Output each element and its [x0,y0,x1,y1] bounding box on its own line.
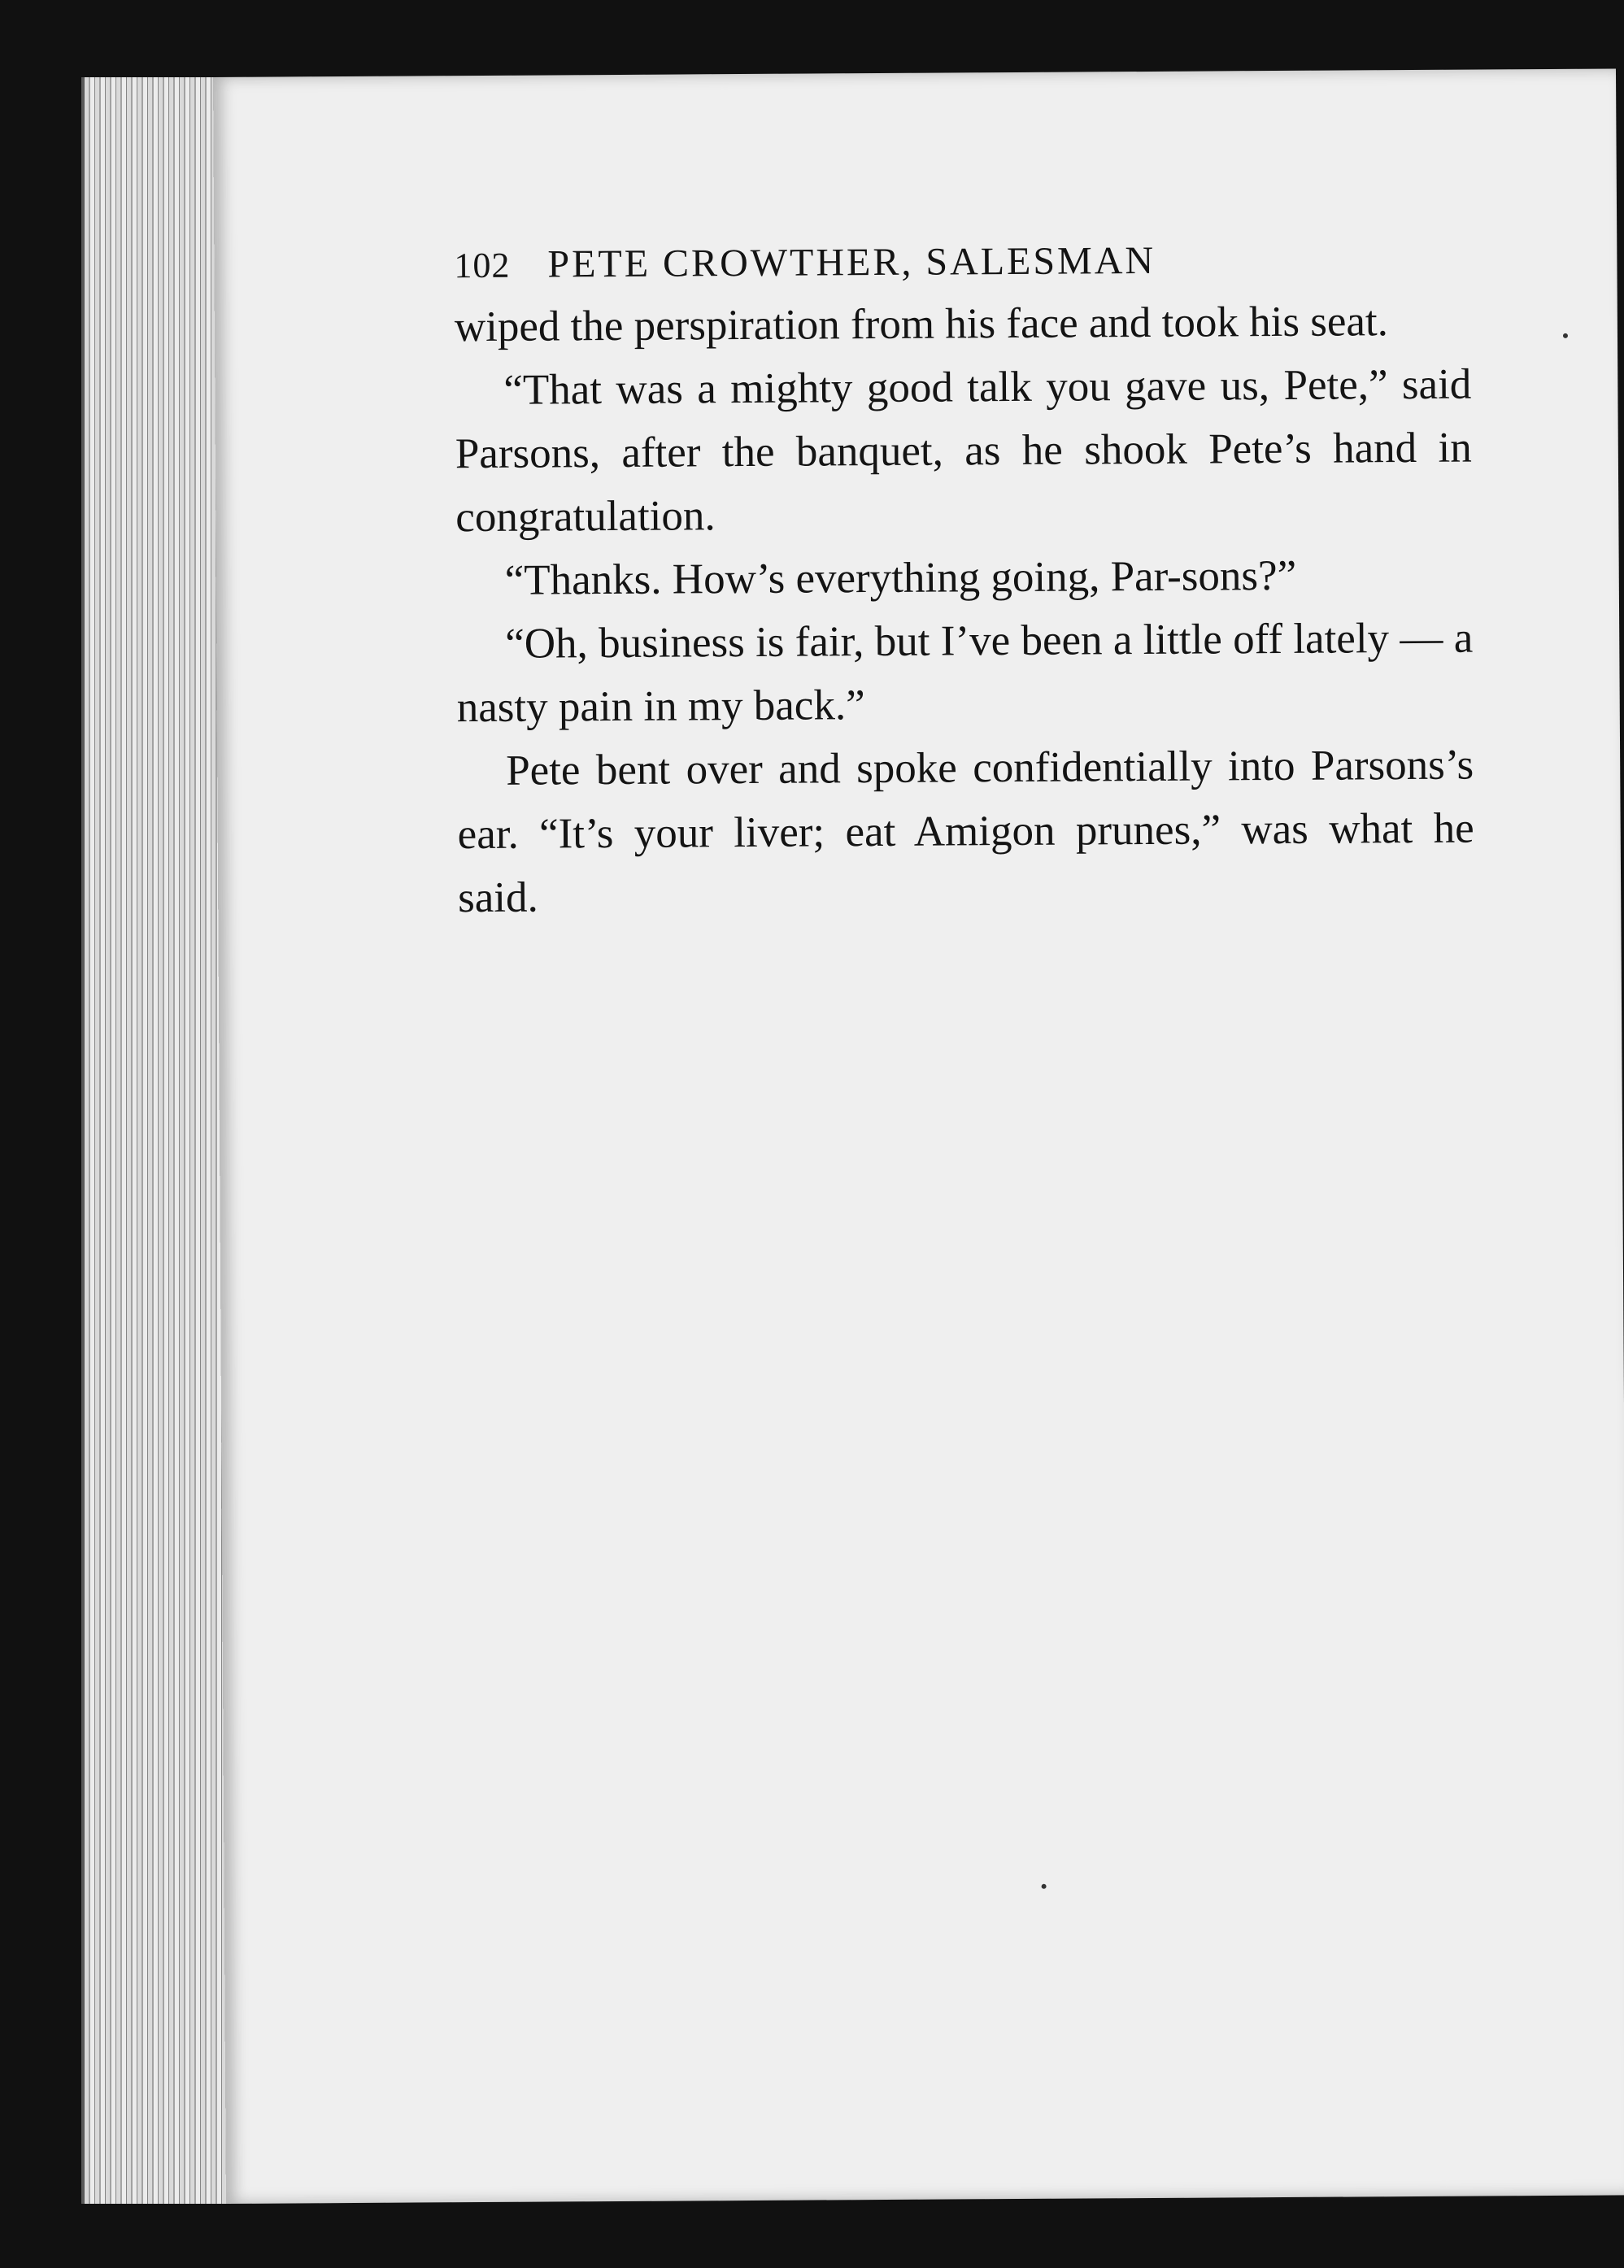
paragraph: Pete bent over and spoke confidentially into Parsons’s ear. “It’s your liver; eat Amigon prunes,” was what he said. [457,741,1474,922]
page-number: 102 [454,245,511,286]
scan-speck [1042,1884,1047,1889]
book-page-edges [81,77,231,2204]
scan-speck [1563,333,1568,338]
paragraph: “Thanks. How’s everything going, Par-sons?” [504,551,1297,604]
book-page [213,68,1624,2203]
book-title-header: PETE CROWTHER, SALESMAN [547,238,1156,286]
running-head [454,237,1470,288]
paragraph: “That was a mighty good talk you gave us, Pete,” said Parsons, after the banquet, as he shook Pete’s hand in congratulation. [455,360,1472,542]
paragraph: “Oh, business is fair, but I’ve been a little off lately — a nasty pain in my back.” [456,614,1474,732]
page-text-block [454,237,1474,930]
paragraph: wiped the perspiration from his face and took his seat. [454,298,1389,351]
